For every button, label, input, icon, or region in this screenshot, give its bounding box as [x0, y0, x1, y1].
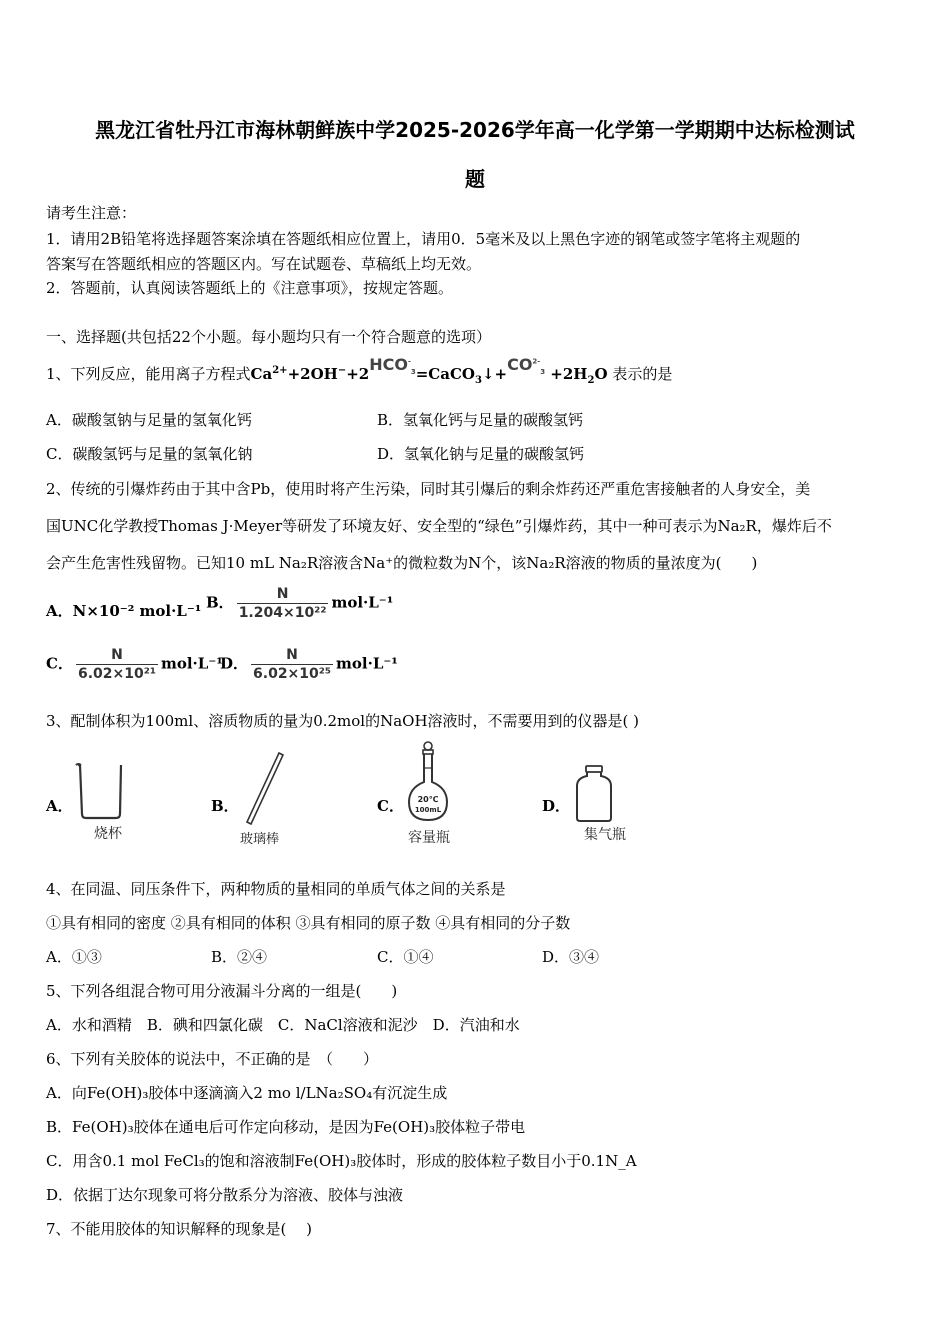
- q3-option-c: C．: [377, 797, 404, 815]
- q2-option-d: D． $\frac{N}{\text{6.02×10²⁵}}$ mol·L⁻¹: [220, 647, 398, 682]
- notice-heading: 请考生注意：: [46, 204, 137, 222]
- q2-option-c: C． $\frac{N}{\text{6.02×10²¹}}$ mol·L⁻¹: [46, 647, 223, 682]
- q2-option-d-fraction: $\frac{N}{\text{6.02×10²⁵}}$: [253, 647, 332, 682]
- q4-option-c: C．①④: [377, 948, 434, 966]
- question-1-stem: [46, 355, 673, 386]
- glass-rod-label: 玻璃棒: [240, 832, 280, 847]
- q1-prefix: 1、下列反应，能用离子方程式: [46, 365, 251, 383]
- q6-option-d: D．依据丁达尔现象可将分散系分为溶液、胶体与浊液: [46, 1186, 404, 1204]
- q1-suffix: 表示的是: [612, 365, 673, 383]
- question-5-stem: 5、下列各组混合物可用分液漏斗分离的一组是( ): [46, 982, 398, 1000]
- volumetric-flask-icon: [403, 740, 459, 826]
- flask-marking-volume: 100mL: [414, 806, 442, 814]
- q6-option-b: B．Fe(OH)₃胶体在通电后可作定向移动，是因为Fe(OH)₃胶体粒子带电: [46, 1118, 526, 1136]
- page-title-continued: 题: [465, 167, 485, 191]
- q1-equation: $Ca^{2+}+2OH^-+2HCO^-_3=CaCO_3↓+CO^{2-}_3 +2H_2O$: [250, 355, 608, 386]
- q6-option-c: C．用含0.1 mol FeCl₃的饱和溶液制Fe(OH)₃胶体时，形成的胶体粒子数目小于0.1N_A: [46, 1152, 637, 1170]
- q3-option-b: B．: [211, 797, 239, 815]
- question-2-line-2: 国UNC化学教授Thomas J·Meyer等研发了环境友好、安全型的“绿色”引爆炸药，其中一种可表示为Na₂R，爆炸后不: [46, 517, 832, 535]
- question-2-line-1: 2、传统的引爆炸药由于其中含Pb，使用时将产生污染，同时其引爆后的剩余炸药还严重危害接触者的人身安全，美: [46, 480, 811, 498]
- page-title: 黑龙江省牡丹江市海林朝鲜族中学2025-2026学年高一化学第一学期期中达标检测试: [95, 118, 855, 142]
- q2-option-c-fraction: $\frac{N}{\text{6.02×10²¹}}$: [77, 647, 156, 682]
- question-4-stem: 4、在同温、同压条件下，两种物质的量相同的单质气体之间的关系是: [46, 880, 506, 898]
- notice-item-1: 1．请用2B铅笔将选择题答案涂填在答题纸相应位置上，请用0．5毫米及以上黑色字迹的钢笔或签字笔将主观题的: [46, 230, 801, 248]
- q1-option-c: C．碳酸氢钙与足量的氢氧化钠: [46, 445, 253, 463]
- q2-option-b: B． $\frac{N}{\text{1.204×10²²}}$ mol·L⁻¹: [206, 586, 394, 621]
- q1-option-a: A．碳酸氢钠与足量的氢氧化钙: [46, 411, 252, 429]
- question-7-stem: 7、不能用胶体的知识解释的现象是( ): [46, 1220, 313, 1238]
- q3-option-d: D．: [542, 797, 571, 815]
- notice-item-1-cont: 答案写在答题纸相应的答题区内。写在试题卷、草稿纸上均无效。: [46, 255, 482, 273]
- q1-option-d: D．氢氧化钠与足量的碳酸氢钙: [377, 445, 585, 463]
- question-4-statements: ①具有相同的密度 ②具有相同的体积 ③具有相同的原子数 ④具有相同的分子数: [46, 914, 571, 932]
- question-5-options: A．水和酒精 B．碘和四氯化碳 C．NaCl溶液和泥沙 D．汽油和水: [46, 1016, 520, 1034]
- glass-rod-icon: [240, 750, 288, 828]
- question-2-line-3: 会产生危害性残留物。已知10 mL Na₂R溶液含Na⁺的微粒数为N个，该Na₂R溶液的物质的量浓度为( ): [46, 554, 758, 572]
- question-3-stem: 3、配制体积为100ml、溶质物质的量为0.2mol的NaOH溶液时，不需要用到的仪器是( ): [46, 712, 640, 730]
- q6-option-a: A．向Fe(OH)₃胶体中逐滴滴入2 mo l/LNa₂SO₄有沉淀生成: [46, 1084, 448, 1102]
- section-heading: 一、选择题(共包括22个小题。每小题均只有一个符合题意的选项）: [46, 328, 491, 346]
- q2-option-b-fraction: $\frac{N}{\text{1.204×10²²}}$: [238, 586, 327, 621]
- q1-option-b: B．氢氧化钙与足量的碳酸氢钙: [377, 411, 584, 429]
- beaker-icon: [72, 760, 128, 822]
- gas-jar-icon: [574, 764, 614, 824]
- q3-option-a: A．: [46, 797, 73, 815]
- q4-option-a: A．①③: [46, 948, 102, 966]
- q2-option-a: A．N×10⁻² mol·L⁻¹: [46, 602, 202, 620]
- q4-option-d: D．③④: [542, 948, 600, 966]
- volumetric-flask-label: 容量瓶: [408, 830, 450, 846]
- gas-jar-label: 集气瓶: [584, 827, 626, 843]
- notice-item-2: 2．答题前，认真阅读答题纸上的《注意事项》，按规定答题。: [46, 279, 454, 297]
- beaker-label: 烧杯: [94, 826, 122, 842]
- flask-marking-temperature: 20℃: [417, 795, 439, 804]
- question-6-stem: 6、下列有关胶体的说法中，不正确的是 （ ）: [46, 1050, 379, 1068]
- q4-option-b: B．②④: [211, 948, 268, 966]
